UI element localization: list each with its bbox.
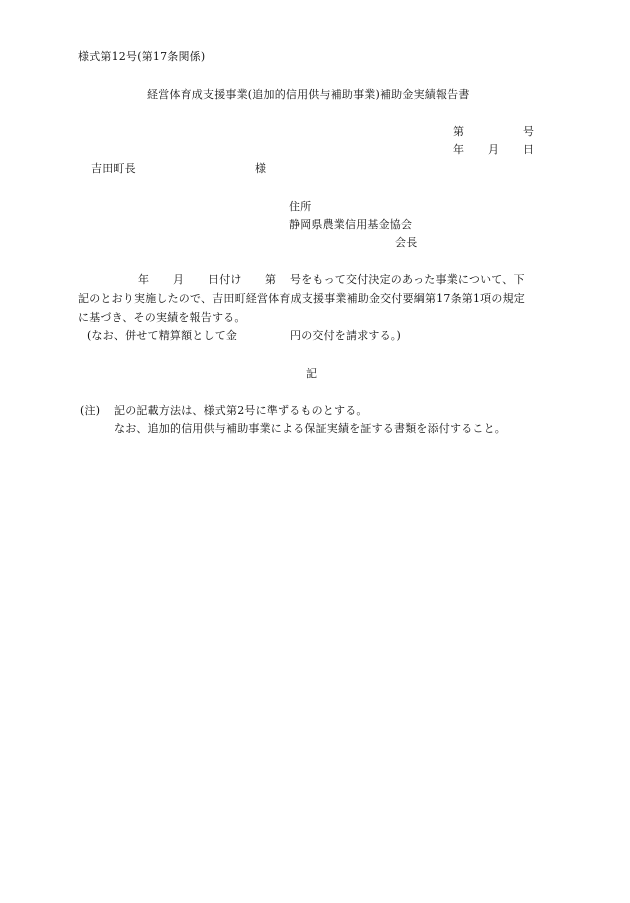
doc-no-dai: 第 (453, 125, 465, 138)
body-line2: 記のとおり実施したので、吉田町経営体育成支援事業補助金交付要綱第17条第1項の規定 (78, 292, 525, 305)
ki-heading: 記 (306, 367, 318, 380)
addressee-honorific: 様 (255, 162, 267, 175)
body-line1-text: 号をもって交付決定のあった事業について、下 (290, 273, 525, 286)
body-line4-suffix: 円の交付を請求する。) (290, 329, 401, 342)
sender-address-label: 住所 (289, 200, 312, 213)
body-dated: 日付け (208, 273, 242, 286)
note-label: (注) (80, 404, 101, 417)
date-year: 年 (453, 143, 465, 156)
date-month: 月 (488, 143, 500, 156)
date-day: 日 (523, 143, 535, 156)
document-title: 経営体育成支援事業(追加的信用供与補助事業)補助金実績報告書 (147, 88, 470, 101)
form-number: 様式第12号(第17条関係) (78, 50, 206, 63)
body-line4-prefix: (なお、併せて精算額として金 (87, 329, 238, 342)
sender-position: 会長 (395, 236, 418, 249)
body-dai: 第 (265, 273, 277, 286)
addressee-name: 吉田町長 (91, 162, 136, 175)
body-year: 年 (138, 273, 150, 286)
body-line3: に基づき、その実績を報告する。 (78, 311, 246, 324)
body-month: 月 (173, 273, 185, 286)
note-line1: 記の記載方法は、様式第2号に準ずるものとする。 (114, 404, 368, 417)
note-line2: なお、追加的信用供与補助事業による保証実績を証する書類を添付すること。 (114, 422, 506, 435)
doc-no-go: 号 (523, 125, 535, 138)
sender-organization: 静岡県農業信用基金協会 (289, 218, 413, 231)
